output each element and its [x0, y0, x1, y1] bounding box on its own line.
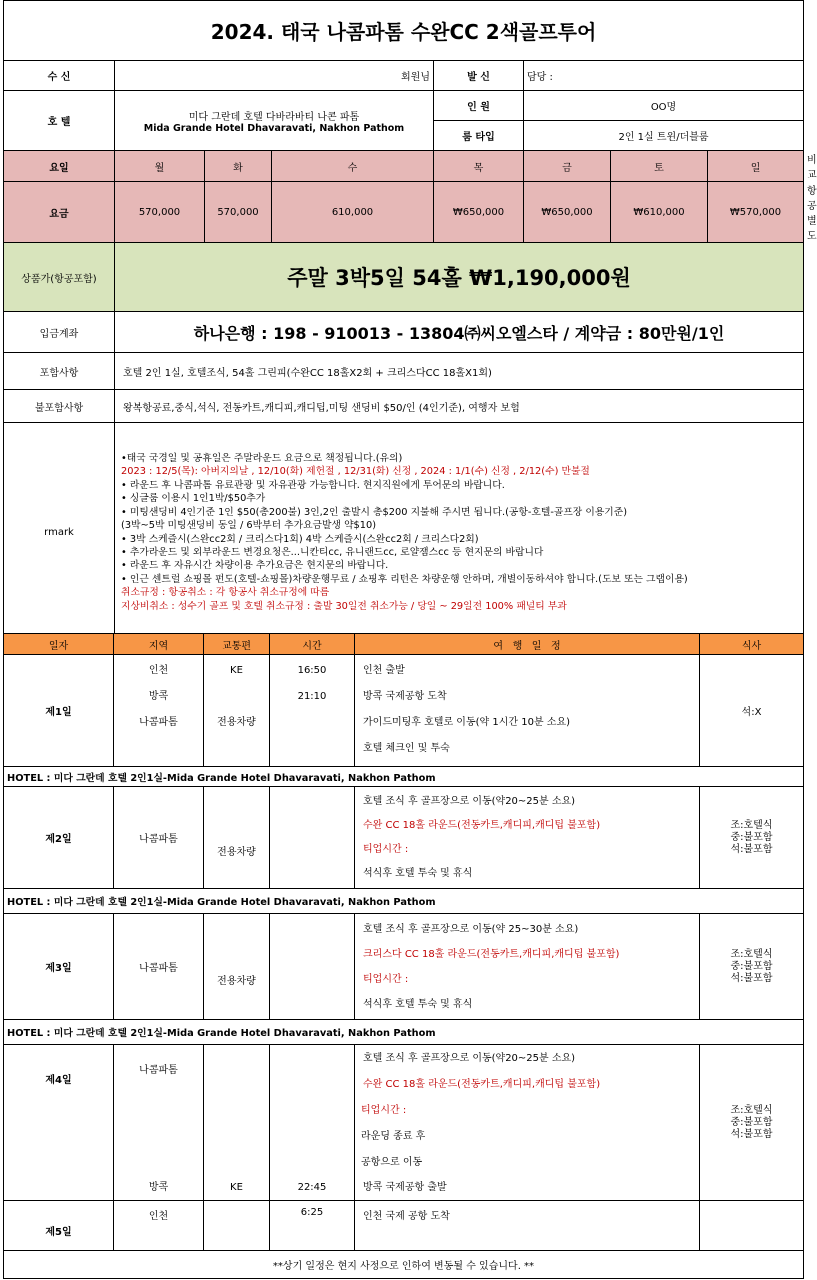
day3-meal: [700, 914, 804, 1020]
excluded-label: 불포함사항: [4, 390, 115, 423]
day1-item: 인천 출발: [363, 665, 405, 676]
day2-meal-item: 석:불포함: [730, 843, 773, 855]
day5-transport: [204, 1201, 270, 1251]
included-value: 호텔 2인 1실, 호텔조식, 54홀 그린피(수완CC 18홀X2회 + 크리스다CC 18홀X1회): [115, 353, 804, 390]
remark-line: • 미팅샌딩비 4인기준 1인 $50(총200불) 3인,2인 출발시 총$200 지불해 주시면 됩니다.(공항-호텔-골프장 이용기준): [121, 506, 628, 518]
day1-transport: [204, 655, 270, 767]
day3-transport: 전용차량: [204, 914, 270, 1020]
from-value: 담당 :: [524, 61, 804, 91]
hotel-label: 호 텔: [4, 91, 115, 151]
rate-day: 화: [205, 151, 272, 182]
day4-times: [270, 1045, 355, 1201]
day1-transport-item: [207, 684, 266, 710]
page-title: 2024. 태국 나콤파톰 수완CC 2색골프투어: [4, 1, 804, 61]
day2-meal: [700, 787, 804, 889]
day1-time: [273, 710, 351, 736]
day4-item: 수완 CC 18홀 라운드(전동카트,캐디피,캐디팁 불포함): [363, 1078, 601, 1090]
day3-region: 나콤파톰: [114, 914, 204, 1020]
day4-itinerary: [355, 1045, 700, 1201]
remark-line: • 추가라운드 및 외부라운드 변경요청은...니칸티cc, 유니랜드cc, 로얄잼스cc 등 현지문의 바랍니다: [121, 546, 544, 558]
hotel-name: [115, 91, 434, 151]
rate-price: ₩650,000: [524, 182, 611, 243]
day5-row: [4, 1201, 804, 1251]
day3-item: 크리스다 CC 18홀 라운드(전동카트,캐디피,캐디팁 불포함): [363, 948, 620, 960]
people-label: 인 원: [434, 91, 524, 121]
included-label: 포함사항: [4, 353, 115, 390]
account-label: 입금계좌: [4, 312, 115, 353]
remark-line: • 인근 센트럴 쇼핑몰 펀도(호텔-쇼핑몰)차량운행무료 / 쇼핑후 리턴은 차량운행 안하며, 개별이동하셔야 합니다.(도보 또는 그랩이용): [121, 573, 688, 585]
rate-price: 570,000: [115, 182, 205, 243]
remark-holidays: 2023 : 12/5(목): 아버지의날 , 12/10(화) 제헌절 , 12/31(화) 신정 , 2024 : 1/1(수) 신정 , 2/12(수) 만불절: [121, 466, 590, 478]
hotel-line: HOTEL : 미다 그란데 호텔 2인1실-Mida Grande Hotel Dhavaravati, Nakhon Pathom: [4, 1020, 804, 1045]
sched-header-day: 일자: [4, 634, 114, 655]
rate-day-label: 요일: [4, 151, 115, 182]
day5-label: 제5일: [4, 1201, 114, 1251]
day3-item: 석식후 호텔 투숙 및 휴식: [363, 998, 473, 1010]
day1-times: [270, 655, 355, 767]
day3-row: [4, 914, 804, 1020]
day4-item: 호텔 조식 후 골프장으로 이동(약20~25분 소요): [363, 1052, 576, 1064]
from-label: 발 신: [434, 61, 524, 91]
sched-header-time: 시간: [270, 634, 355, 655]
remark-line: • 싱글룸 이용시 1인1박/$50추가: [121, 493, 266, 505]
rate-day: 일: [708, 151, 804, 182]
day1-time: [273, 736, 351, 762]
sched-header-itinerary: 여 행 일 정: [355, 634, 700, 655]
remark-line: • 라운드 후 나콤파톰 유료관광 및 자유관광 가능합니다. 현지직원에게 투어문의 바랍니다.: [121, 479, 505, 491]
day2-item: 석식후 호텔 투숙 및 휴식: [363, 867, 473, 879]
day4-item: 티업시간 :: [361, 1104, 407, 1116]
people-value: OO명: [524, 91, 804, 121]
day2-region: 나콤파톰: [114, 787, 204, 889]
day1-region: 나콤파톰: [139, 717, 178, 728]
sched-header-transport: 교통편: [204, 634, 270, 655]
rate-price: ₩610,000: [611, 182, 708, 243]
remark-line: • 라운드 후 자유시간 차량이용 추가요금은 현지문의 바랍니다.: [121, 560, 389, 572]
day1-transport-item: KE: [230, 665, 243, 676]
day2-row: [4, 787, 804, 889]
sched-header-meal: 식사: [700, 634, 804, 655]
day5-meal: [700, 1201, 804, 1251]
day3-meal-item: 조:호텔식: [730, 948, 773, 960]
day5-time: 6:25: [270, 1201, 355, 1251]
day2-meal-item: 조:호텔식: [730, 819, 773, 831]
day3-item: 티업시간 :: [363, 973, 409, 985]
day1-transport-item: 전용차량: [217, 717, 256, 728]
rate-day: 토: [611, 151, 708, 182]
rate-price: ₩570,000: [708, 182, 804, 243]
day4-meal-item: 중:불포함: [730, 1116, 773, 1128]
remark-line: •태국 국경일 및 공휴일은 주말라운드 요금으로 책정됩니다.(유의): [121, 453, 403, 465]
day2-item: 티업시간 :: [363, 843, 409, 855]
remark-line: • 3박 스케즐시(스완cc2회 / 크리스다1회) 4박 스케즐시(스완cc2회 / 크리스다2회): [121, 533, 479, 545]
day1-meal: 석:X: [700, 655, 804, 767]
day2-meal-item: 중:불포함: [730, 831, 773, 843]
remark-cancel-air: 취소규정 : 항공취소 : 각 항공사 취소규정에 따름: [121, 587, 330, 599]
day4-label: 제4일: [4, 1045, 114, 1201]
day3-meal-item: 중:불포함: [730, 960, 773, 972]
day4-region: 방콕: [148, 1182, 169, 1193]
rate-day: 월: [115, 151, 205, 182]
day3-item: 호텔 조식 후 골프장으로 이동(약 25~30분 소요): [363, 923, 579, 935]
day1-itinerary: [355, 655, 700, 767]
day4-regions: [114, 1045, 204, 1201]
day1-time: 16:50: [297, 665, 327, 676]
to-value: 회원님: [115, 61, 434, 91]
remark-cancel-ground: 지상비취소 : 성수기 골프 및 호텔 취소규정 : 출발 30일전 취소가능 / 당일 ~ 29일전 100% 패널티 부과: [121, 600, 567, 612]
day1-time: 21:10: [297, 691, 327, 702]
day4-meal: [700, 1045, 804, 1201]
day3-meal-item: 석:불포함: [730, 972, 773, 984]
remark-line: (3박~5박 미팅샌딩비 동일 / 6박부터 추가요금발생 약$10): [121, 520, 377, 532]
rate-day: 수: [272, 151, 434, 182]
day2-item: 호텔 조식 후 골프장으로 이동(약20~25분 소요): [363, 795, 576, 807]
room-label: 룸 타입: [434, 121, 524, 151]
day4-item: 방콕 국제공항 출발: [363, 1181, 447, 1193]
day4-region: 나콤파톰: [139, 1065, 178, 1076]
account-info: 하나은행 : 198 - 910013 - 13804㈜씨오엘스타 / 계약금 : 80만원/1인: [115, 312, 804, 353]
hotel-name-en: Mida Grande Hotel Dhavaravati, Nakhon Pathom: [143, 122, 405, 134]
day4-item: 라운딩 종료 후: [361, 1130, 426, 1142]
day1-item: 가이드미팅후 호텔로 이동(약 1시간 10분 소요): [363, 717, 571, 728]
hotel-line: HOTEL : 미다 그란데 호텔 2인1실-Mida Grande Hotel Dhavaravati, Nakhon Pathom: [4, 767, 804, 787]
remark-body: [115, 423, 804, 643]
day2-item: 수완 CC 18홀 라운드(전동카트,캐디피,캐디팁 불포함): [363, 819, 601, 831]
day5-item: 인천 국제 공항 도착: [355, 1201, 700, 1251]
rate-day: 금: [524, 151, 611, 182]
excluded-value: 왕복항공료,중식,석식, 전동카트,캐디피,캐디팁,미팅 샌딩비 $50/인 (4인기준), 여행자 보험: [115, 390, 804, 423]
day1-regions: [114, 655, 204, 767]
day1-item: 방콕 국제공항 도착: [363, 691, 447, 702]
day4-meal-item: 석:불포함: [730, 1128, 773, 1140]
day2-label: 제2일: [4, 787, 114, 889]
day1-label: 제1일: [4, 655, 114, 767]
product-label: 상품가(항공포함): [4, 243, 115, 312]
day4-transport: [204, 1045, 270, 1201]
day4-time: 22:45: [297, 1182, 327, 1193]
day3-itinerary: [355, 914, 700, 1020]
room-value: 2인 1실 트윈/더블룸: [524, 121, 804, 151]
day4-transport-item: KE: [230, 1182, 243, 1193]
rate-price-label: 요금: [4, 182, 115, 243]
day1-transport-item: [207, 736, 266, 762]
rate-price: ₩650,000: [434, 182, 524, 243]
tour-info-table: 2024. 태국 나콤파톰 수완CC 2색골프투어 수 신 회원님 발 신 담당 : 호 텔 미다 그란데 호텔 다바라바티 나콘 파톰 Mida Grande Hotel Dhavaravati, Nakhon Pathom 인 원 OO명 룸 타입 2인 1실 트윈/더블룸 요일 월 화 수 목 금 토 일 비교 요금 570,000 570,000 610,000 ₩650,000 ₩650,000 ₩610,000 ₩570,000 항공별도 상품가(항공포함) 주말 3박5일 54홀 ₩1,190,000원 입금계좌 하나은행 : 198 - 910013 - 13804㈜씨오엘스타 / 계약금 : 80만원/1인 포함사항 호텔 2인 1실, 호텔조식, 54홀 그린피(수완CC 18홀X2회 + 크리스다CC 18홀X1회) 불포함사항 왕복항공료,중식,석식, 전동카트,캐디피,캐디팁,미팅 샌딩비 $50/인 (4인기준), 여행자 보험 rmark •태국 국경일 및 공휴일은 주말라운드 요금으로 책정됩니다.(유의) 2023 : 12/5(목): 아버지의날 , 12/10(화) 제헌절 , 12/31(화) 신정 , 2024 : 1/1(수) 신정 , 2/12(수) 만불절 • 라운드 후 나콤파톰 유료관광 및 자유관광 가능합니다. 현지직원에게 투어문의 바랍니다. • 싱글룸 이용시 1인1박/$50추가 • 미팅샌딩비 4인기준 1인 $50(총200불) 3인,2인 출발시 총$200 지불해 주시면 됩니다.(공항-호텔-골프장 이용기준) (3박~5박 미팅샌딩비 동일 / 6박부터 추가요금발생 약$10) • 3박 스케즐시(스완cc2회 / 크리스다1회) 4박 스케즐시(스완cc2회 / 크리스다2회) • 추가라운드 및 외부라운드 변경요청은...니칸티cc, 유니랜드cc, 로얄잼스cc 등 현지문의 바랍니다 • 라운드 후 자유시간 차량이용 추가요금은 현지문의 바랍니다. • 인근 센트럴 쇼핑몰 펀도(호텔-쇼핑몰)차량운행무료 / 쇼핑후 리턴은 차량운행 안하며, 개별이동하셔야 합니다.(도보 또는 그랩이용) 취소규정 : 항공취소 : 각 항공사 취소규정에 따름 지상비취소 : 성수기 골프 및 호텔 취소규정 : 출발 30일전 취소가능 / 당일 ~ 29일전 100% 패널티 부과: [3, 0, 804, 643]
day4-row: [4, 1045, 804, 1201]
day1-region: 인천: [148, 665, 169, 676]
day1-region: 방콕: [148, 691, 169, 702]
product-price: 주말 3박5일 54홀 ₩1,190,000원: [115, 243, 804, 312]
day2-transport: 전용차량: [204, 787, 270, 889]
day5-region: 인천: [114, 1201, 204, 1251]
rate-price: 570,000: [205, 182, 272, 243]
schedule-footer-note: **상기 일정은 현지 사정으로 인하여 변동될 수 있습니다. **: [4, 1251, 804, 1279]
sched-header-region: 지역: [114, 634, 204, 655]
day3-time: [270, 914, 355, 1020]
to-label: 수 신: [4, 61, 115, 91]
hotel-name-kr: 미다 그란데 호텔 다바라바티 나콘 파톰: [188, 111, 360, 123]
day2-time: [270, 787, 355, 889]
day1-item: 호텔 체크인 및 투숙: [363, 743, 450, 754]
schedule-table: [3, 633, 804, 1279]
day1-region: [117, 736, 200, 762]
rate-day: 목: [434, 151, 524, 182]
day3-label: 제3일: [4, 914, 114, 1020]
day4-item: 공항으로 이동: [361, 1156, 423, 1168]
remark-label: rmark: [4, 423, 115, 643]
day2-itinerary: [355, 787, 700, 889]
rate-price: 610,000: [272, 182, 434, 243]
day1-row: [4, 655, 804, 767]
hotel-line: HOTEL : 미다 그란데 호텔 2인1실-Mida Grande Hotel Dhavaravati, Nakhon Pathom: [4, 889, 804, 914]
day4-meal-item: 조:호텔식: [730, 1104, 773, 1116]
